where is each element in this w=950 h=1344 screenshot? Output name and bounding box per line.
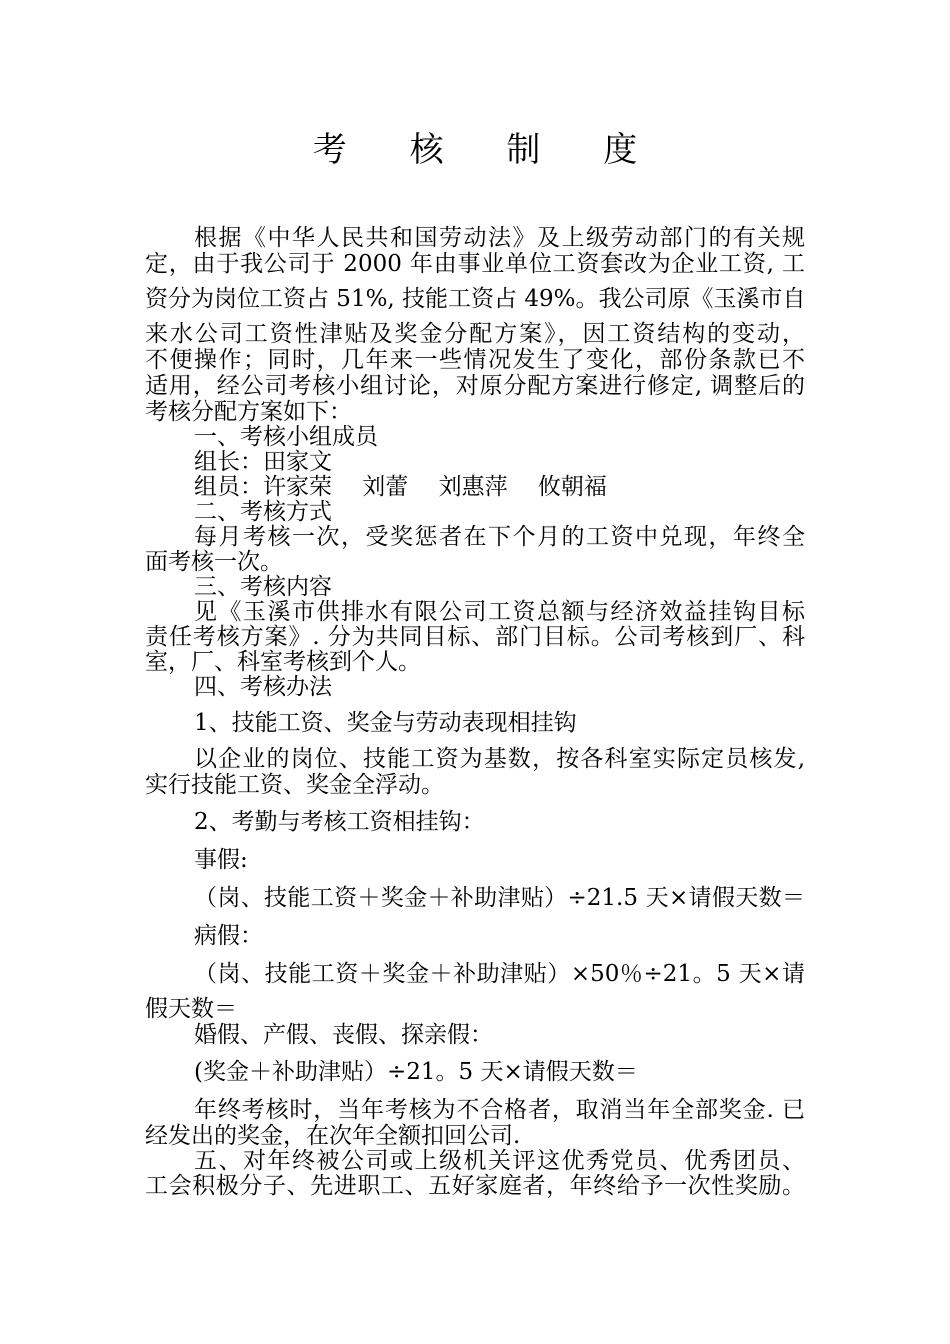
body-line: 组员：许家荣 刘蕾 刘惠萍 攸朝福 <box>194 474 607 500</box>
section-heading: 二、考核方式 <box>194 499 332 525</box>
body-line: 定，由于我公司于 2000 年由事业单位工资套改为企业工资, 工 <box>145 251 805 277</box>
formula-line: （岗、技能工资＋奖金＋补助津贴）÷21.5 天×请假天数＝ <box>194 885 805 911</box>
body-line: 1、技能工资、奖金与劳动表现相挂钩 <box>194 710 577 736</box>
body-line: 资分为岗位工资占 51%, 技能工资占 49%。我公司原《玉溪市自 <box>145 286 806 312</box>
body-line: 实行技能工资、奖金全浮动。 <box>145 772 444 798</box>
body-line: 年终考核时，当年考核为不合格者，取消当年全部奖金. 已 <box>194 1097 805 1123</box>
body-line: 病假： <box>194 923 263 949</box>
body-line: 来水公司工资性津贴及奖金分配方案》，因工资结构的变动， <box>145 321 805 347</box>
body-line: 组长：田家文 <box>194 449 332 475</box>
body-line: 考核分配方案如下： <box>145 399 352 425</box>
body-line: 不便操作；同时，几年来一些情况发生了变化，部份条款已不 <box>145 347 805 373</box>
body-line: 见《玉溪市供排水有限公司工资总额与经济效益挂钩目标 <box>194 599 805 625</box>
body-line: 2、考勤与考核工资相挂钩： <box>194 809 485 835</box>
body-line: 责任考核方案》. 分为共同目标、部门目标。公司考核到厂、科 <box>145 624 805 650</box>
formula-line: （岗、技能工资＋奖金＋补助津贴）×50％÷21。5 天×请 <box>194 961 805 987</box>
body-line: 经发出的奖金，在次年全额扣回公司. <box>145 1123 521 1149</box>
body-line: 每月考核一次，受奖惩者在下个月的工资中兑现，年终全 <box>194 524 805 550</box>
body-line: 工会积极分子、先进职工、五好家庭者，年终给予一次性奖励。 <box>145 1173 805 1199</box>
section-heading: 三、考核内容 <box>194 574 332 600</box>
section-heading: 五、对年终被公司或上级机关评这优秀党员、优秀团员、 <box>194 1148 805 1174</box>
body-line: 婚假、产假、丧假、探亲假： <box>194 1022 493 1048</box>
formula-line: (奖金＋补助津贴）÷21。5 天×请假天数＝ <box>194 1059 638 1085</box>
body-line: 事假: <box>194 847 248 873</box>
formula-line: 假天数＝ <box>145 996 237 1022</box>
document-title: 考 核 制 度 <box>312 130 664 170</box>
section-heading: 四、考核办法 <box>194 674 332 700</box>
body-line: 适用，经公司考核小组讨论，对原分配方案进行修定, 调整后的 <box>145 373 805 399</box>
body-line: 室，厂、科室考核到个人。 <box>145 649 421 675</box>
section-heading: 一、考核小组成员 <box>194 424 378 450</box>
body-line: 面考核一次。 <box>145 549 283 575</box>
body-line: 以企业的岗位、技能工资为基数，按各科室实际定员核发, <box>194 746 805 772</box>
body-line: 根据《中华人民共和国劳动法》及上级劳动部门的有关规 <box>194 225 805 251</box>
